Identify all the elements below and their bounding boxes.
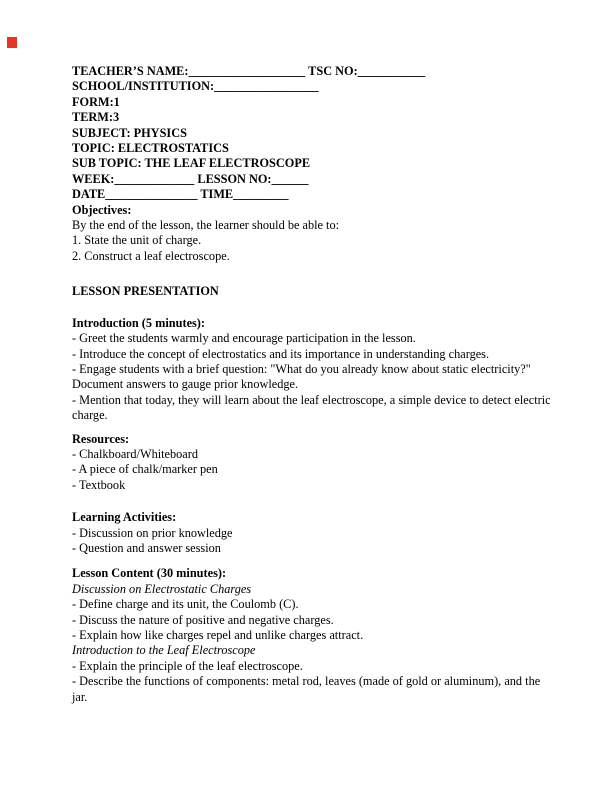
text-line: - Mention that today, they will learn about the leaf electroscope, a simple device to detect electric [72, 392, 551, 407]
lesson-plan-document [72, 64, 551, 720]
text-line: SCHOOL/INSTITUTION:_________________ [72, 79, 319, 94]
lesson-content-heading: Lesson Content (30 minutes): [72, 566, 227, 581]
text-line: - Textbook [72, 477, 126, 492]
text-line: 2. Construct a leaf electroscope. [72, 248, 230, 263]
text-line: charge. [72, 408, 108, 423]
text-line: - Explain the principle of the leaf electroscope. [72, 658, 303, 673]
resources-heading: Resources: [72, 431, 130, 446]
red-marker-icon [7, 37, 17, 48]
text-line: - Explain how like charges repel and unlike charges attract. [72, 628, 364, 642]
text-line: - Introduce the concept of electrostatics and its importance in understanding charges. [72, 346, 490, 361]
text-line: - Chalkboard/Whiteboard [72, 446, 199, 461]
subheading-electrostatic-charges: Discussion on Electrostatic Charges [72, 581, 252, 596]
text-line: - Describe the functions of components: metal rod, leaves (made of gold or aluminum), and the [72, 674, 541, 689]
text-line: Document answers to gauge prior knowledge. [72, 377, 299, 392]
text-line: TOPIC: ELECTROSTATICS [72, 141, 229, 156]
text-line: By the end of the lesson, the learner should be able to: [72, 218, 340, 233]
text-line: SUBJECT: PHYSICS [72, 125, 187, 140]
text-line: SUB TOPIC: THE LEAF ELECTROSCOPE [72, 156, 311, 171]
lesson-presentation-heading: LESSON PRESENTATION [72, 284, 219, 299]
text-line: - Engage students with a brief question: "What do you already know about static electricity?" [72, 361, 531, 376]
introduction-heading: Introduction (5 minutes): [72, 315, 205, 330]
text-line: TERM:3 [72, 110, 120, 125]
text-line: - Define charge and its unit, the Coulomb (C). [72, 597, 299, 612]
text-line: FORM:1 [72, 94, 120, 109]
text-line: - Question and answer session [72, 540, 221, 555]
text-line: WEEK:_____________ LESSON NO:______ [72, 171, 309, 186]
text-line: - Discussion on prior knowledge [72, 525, 233, 540]
subheading-leaf-electroscope: Introduction to the Leaf Electroscope [72, 643, 256, 658]
text-line: - A piece of chalk/marker pen [72, 462, 218, 477]
objectives-heading: Objectives: [72, 202, 132, 217]
text-line: jar. [72, 689, 88, 704]
text-line: - Discuss the nature of positive and negative charges. [72, 612, 334, 627]
text-line: 1. State the unit of charge. [72, 233, 202, 248]
text-line: TEACHER’S NAME:___________________ TSC NO:___________ [72, 64, 426, 78]
text-line: - Greet the students warmly and encourage participation in the lesson. [72, 331, 416, 346]
text-line: DATE_______________ TIME_________ [72, 187, 289, 202]
learning-activities-heading: Learning Activities: [72, 510, 177, 525]
